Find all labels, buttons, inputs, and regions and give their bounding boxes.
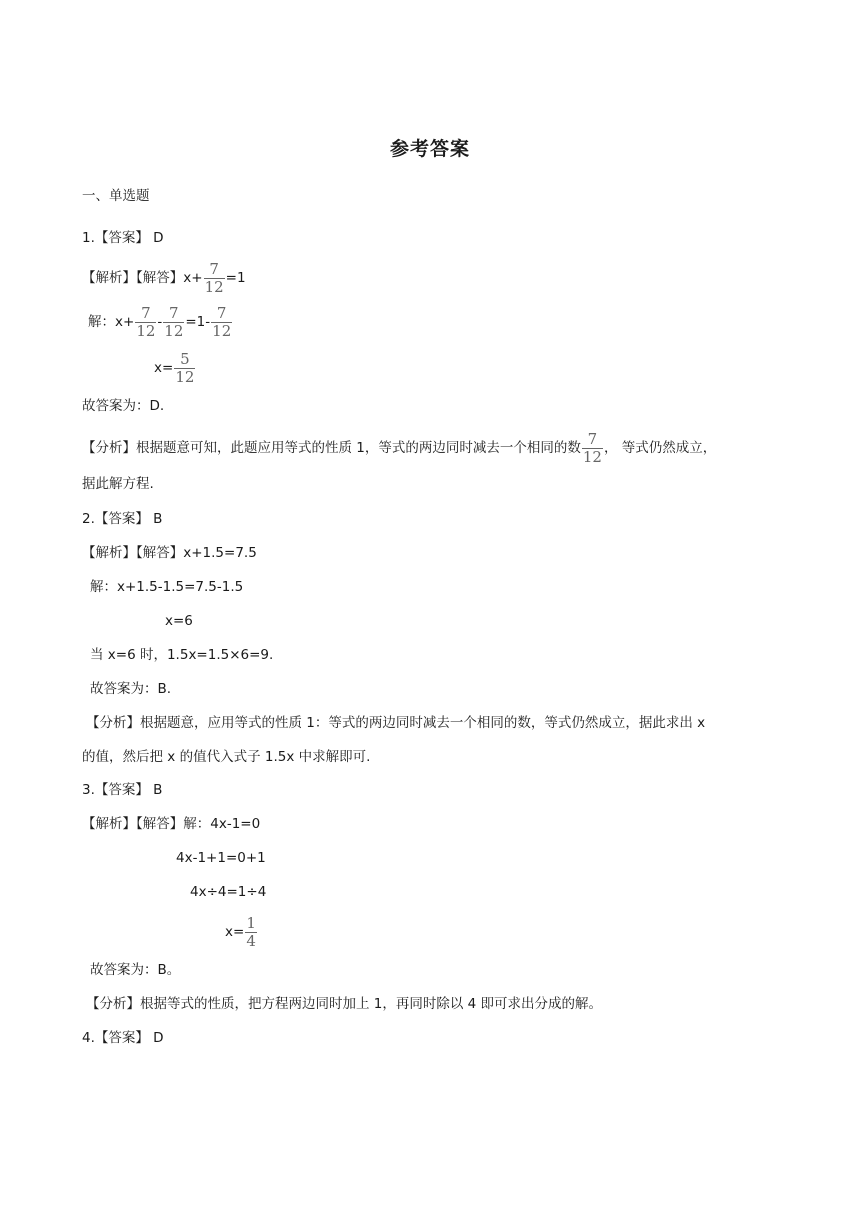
q2-solution-line4: 当 x=6 时，1.5x=1.5×6=9. [90, 647, 274, 663]
q2-solution-line3: x=6 [165, 613, 193, 629]
section-heading: 一、单选题 [82, 188, 150, 204]
q3-solution-line4 [225, 912, 258, 952]
q1-solution-line3 [154, 348, 196, 388]
q3-solution-line1: 【解析】【解答】解：4x-1=0 [82, 816, 261, 832]
q2-analysis-line2: 的值，然后把 x 的值代入式子 1.5x 中求解即可. [82, 749, 371, 765]
fraction-7-12: $\frac{7}{12}$ [212, 303, 232, 340]
page-title: 参考答案 [389, 138, 470, 160]
q3-solution-line2: 4x-1+1=0+1 [176, 850, 266, 866]
q1-l1-suffix: =1 [225, 270, 246, 286]
q3-answer: 3.【答案】 B [82, 782, 163, 798]
q1-l2-b: - [157, 314, 163, 330]
q3-conclusion: 故答案为：B。 [90, 962, 181, 978]
q3-solution-line3: 4x÷4=1÷4 [190, 884, 267, 900]
q2-solution-line2: 解：x+1.5-1.5=7.5-1.5 [90, 579, 244, 595]
fraction-7-12: $\frac{7}{12}$ [582, 429, 602, 466]
fraction-7-12: $\frac{7}{12}$ [204, 259, 224, 296]
fraction-7-12: $\frac{7}{12}$ [164, 303, 184, 340]
q2-answer: 2.【答案】 B [82, 511, 163, 527]
q1-answer: 1.【答案】 D [82, 230, 164, 246]
fraction-1-4: $\frac{1}{4}$ [246, 913, 256, 950]
fraction-7-12: $\frac{7}{12}$ [136, 303, 156, 340]
q1-analysis-line2: 据此解方程. [82, 476, 154, 492]
q1-l2-c: =1- [185, 314, 211, 330]
q2-conclusion: 故答案为：B. [90, 681, 172, 697]
q1-l1-prefix: 【解析】【解答】x+ [82, 270, 203, 286]
q1-l3-a: x= [154, 360, 174, 376]
q2-solution-line1: 【解析】【解答】x+1.5=7.5 [82, 545, 257, 561]
q1-solution-line1 [82, 258, 246, 298]
q1-solution-line2 [88, 302, 233, 342]
q1-l2-a: 解：x+ [88, 314, 135, 330]
q1-conclusion: 故答案为：D. [82, 398, 165, 414]
q1-l5-post: ， 等式仍然成立， [603, 440, 717, 456]
q3-analysis: 【分析】根据等式的性质，把方程两边同时加上 1，再同时除以 4 即可求出分成的解。 [86, 996, 603, 1012]
q3-l4-a: x= [225, 924, 245, 940]
q1-l5-pre: 【分析】根据题意可知，此题应用等式的性质 1，等式的两边同时减去一个相同的数 [82, 440, 581, 456]
q2-analysis-line1: 【分析】根据题意，应用等式的性质 1：等式的两边同时减去一个相同的数，等式仍然成立，据此求出 x [86, 715, 706, 731]
fraction-5-12: $\frac{5}{12}$ [175, 349, 195, 386]
q1-analysis-line1 [82, 428, 716, 468]
q4-answer: 4.【答案】 D [82, 1030, 164, 1046]
